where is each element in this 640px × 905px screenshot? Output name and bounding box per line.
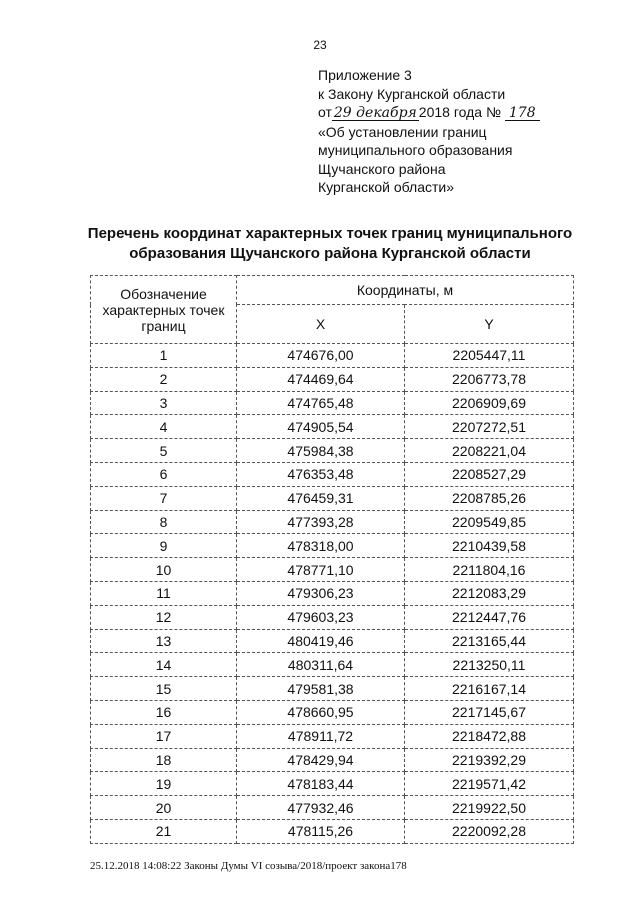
x-cell: 478429,94 xyxy=(237,748,405,772)
x-cell: 477393,28 xyxy=(237,510,405,534)
handwritten-law-number: 178 xyxy=(505,104,540,123)
point-cell: 21 xyxy=(91,819,237,843)
y-cell: 2212083,29 xyxy=(405,581,574,605)
x-cell: 479603,23 xyxy=(237,605,405,629)
y-cell: 2216167,14 xyxy=(405,677,574,701)
appendix-date-line xyxy=(318,103,618,123)
date-suffix: 2018 года № xyxy=(418,104,501,120)
table-row xyxy=(91,677,574,701)
y-cell: 2210439,58 xyxy=(405,534,574,558)
law-title-line-1: «Об установлении границ xyxy=(318,123,487,140)
point-cell: 10 xyxy=(91,558,237,582)
y-cell: 2220092,28 xyxy=(405,819,574,843)
table-row xyxy=(91,415,574,439)
point-cell: 13 xyxy=(91,629,237,653)
point-cell: 12 xyxy=(91,605,237,629)
appendix-law-reference: к Закону Курганской области xyxy=(318,85,506,102)
table-row xyxy=(91,605,574,629)
coordinates-header: Координаты, м xyxy=(237,276,574,305)
table-row xyxy=(91,510,574,534)
y-cell: 2213165,44 xyxy=(405,629,574,653)
x-cell: 478318,00 xyxy=(237,534,405,558)
x-cell: 480311,64 xyxy=(237,653,405,677)
x-cell: 479581,38 xyxy=(237,677,405,701)
y-cell: 2208527,29 xyxy=(405,462,574,486)
x-cell: 478771,10 xyxy=(237,558,405,582)
x-cell: 476459,31 xyxy=(237,486,405,510)
table-row xyxy=(91,367,574,391)
table-row xyxy=(91,819,574,843)
y-cell: 2213250,11 xyxy=(405,653,574,677)
x-cell: 478660,95 xyxy=(237,700,405,724)
point-cell: 3 xyxy=(91,391,237,415)
point-designation-header: Обозначение характерных точек границ xyxy=(91,276,237,344)
y-cell: 2219571,42 xyxy=(405,772,574,796)
y-cell: 2211804,16 xyxy=(405,558,574,582)
y-cell: 2218472,88 xyxy=(405,724,574,748)
point-cell: 20 xyxy=(91,796,237,820)
point-cell: 17 xyxy=(91,724,237,748)
table-row xyxy=(91,486,574,510)
point-cell: 7 xyxy=(91,486,237,510)
y-cell: 2212447,76 xyxy=(405,605,574,629)
law-title-line-3: Щучанского района xyxy=(318,160,446,177)
appendix-block xyxy=(318,66,618,197)
y-cell: 2205447,11 xyxy=(405,344,574,368)
table-row xyxy=(91,700,574,724)
document-title xyxy=(60,224,600,264)
y-cell: 2206773,78 xyxy=(405,367,574,391)
y-cell: 2217145,67 xyxy=(405,700,574,724)
point-cell: 8 xyxy=(91,510,237,534)
x-cell: 478115,26 xyxy=(237,819,405,843)
table-row xyxy=(91,748,574,772)
point-cell: 2 xyxy=(91,367,237,391)
x-cell: 478183,44 xyxy=(237,772,405,796)
table-row xyxy=(91,581,574,605)
point-cell: 15 xyxy=(91,677,237,701)
table-row xyxy=(91,344,574,368)
point-cell: 4 xyxy=(91,415,237,439)
y-header: Y xyxy=(405,305,574,344)
table-row xyxy=(91,534,574,558)
table-row xyxy=(91,772,574,796)
y-cell: 2219392,29 xyxy=(405,748,574,772)
table-row xyxy=(91,439,574,463)
x-cell: 474469,64 xyxy=(237,367,405,391)
x-cell: 477932,46 xyxy=(237,796,405,820)
page-number: 23 xyxy=(313,38,327,52)
coordinates-table xyxy=(90,275,574,844)
x-cell: 475984,38 xyxy=(237,439,405,463)
law-title-line-2: муниципального образования xyxy=(318,142,513,158)
x-cell: 476353,48 xyxy=(237,462,405,486)
y-cell: 2207272,51 xyxy=(405,415,574,439)
x-cell: 479306,23 xyxy=(237,581,405,605)
y-cell: 2206909,69 xyxy=(405,391,574,415)
point-cell: 1 xyxy=(91,344,237,368)
table-row xyxy=(91,462,574,486)
table-row xyxy=(91,653,574,677)
x-cell: 474676,00 xyxy=(237,344,405,368)
point-cell: 9 xyxy=(91,534,237,558)
table-row xyxy=(91,391,574,415)
y-cell: 2208221,04 xyxy=(405,439,574,463)
document-title-line-1: Перечень координат характерных точек границ муниципального xyxy=(87,225,573,242)
x-cell: 474765,48 xyxy=(237,391,405,415)
appendix-title: Приложение 3 xyxy=(318,67,412,83)
point-cell: 11 xyxy=(91,581,237,605)
document-title-line-2: образования Щучанского района Курганской области xyxy=(129,245,531,262)
table-row xyxy=(91,629,574,653)
point-cell: 6 xyxy=(91,462,237,486)
y-cell: 2219922,50 xyxy=(405,796,574,820)
x-cell: 474905,54 xyxy=(237,415,405,439)
coordinates-table-body xyxy=(91,344,574,844)
point-cell: 19 xyxy=(91,772,237,796)
footer-path: 25.12.2018 14:08:22 Законы Думы VI созыва/2018/проект закона178 xyxy=(90,860,407,872)
point-cell: 18 xyxy=(91,748,237,772)
point-cell: 14 xyxy=(91,653,237,677)
date-prefix: от xyxy=(318,104,332,120)
x-cell: 478911,72 xyxy=(237,724,405,748)
y-cell: 2209549,85 xyxy=(405,510,574,534)
law-title-line-4: Курганской области» xyxy=(318,179,455,195)
table-row xyxy=(91,724,574,748)
table-row xyxy=(91,558,574,582)
point-cell: 16 xyxy=(91,700,237,724)
table-row xyxy=(91,796,574,820)
handwritten-date: 29 декабря xyxy=(333,105,417,121)
y-cell: 2208785,26 xyxy=(405,486,574,510)
point-cell: 5 xyxy=(91,439,237,463)
x-cell: 480419,46 xyxy=(237,629,405,653)
x-header: X xyxy=(237,305,405,344)
